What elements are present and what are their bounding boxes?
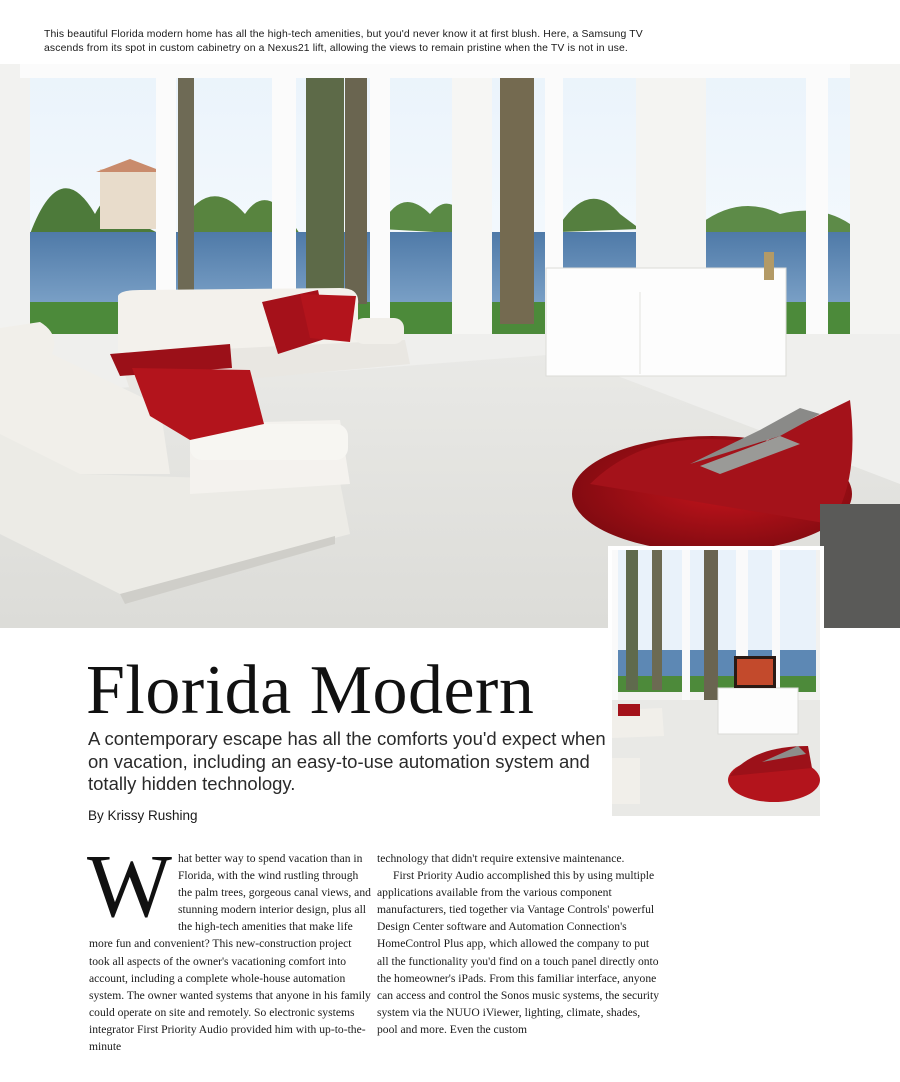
paragraph-text: hat better way to spend vacation than in Florida, with the wind rustling through the palm trees, gorgeous canal views, and stunning modern interior design, plus all the high-tech amenities that make life more fun and convenient? This new-construction project took all aspects of the owner's vacationing comfort into account, including a complete whole-house automation system. The owner wanted systems that anyone in his family could operate on site and remotely. So electronic systems integrator First Priority Audio provided him with up-to-the-minute [89, 852, 371, 1054]
body-column-2 [377, 850, 661, 1038]
inset-photo [608, 546, 824, 820]
byline: By Krissy Rushing [88, 808, 198, 823]
body-column-1 [87, 837, 373, 1055]
drop-cap: W [87, 837, 172, 936]
article-subtitle: A contemporary escape has all the comforts you'd expect when on vacation, including an easy-to-use automation system and totally hidden technology. [88, 728, 606, 794]
photo-caption: This beautiful Florida modern home has all the high-tech amenities, but you'd never know it at first blush. Here, a Samsung TV ascends from its spot in custom cabinetry on a Nexus21 lift, allowing the views to remain pristine when the TV is not in use. [44, 29, 643, 54]
article-title: Florida Modern [86, 652, 535, 729]
hero-photo [0, 64, 900, 628]
body-paragraph: technology that didn't require extensive maintenance. [377, 852, 625, 865]
body-paragraph: First Priority Audio accomplished this by using multiple applications available from the various component manufacturers, tied together via Vantage Controls' powerful Design Center software and Automation Connection's HomeControl Plus app, which allowed the company to put all the functionality you'd find on a touch panel directly onto the homeowner's iPads. From this familiar interface, anyone can access and control the Sonos music systems, the security system via the NUUO iViewer, lighting, climate, shades, pool and more. Even the custom [377, 869, 660, 1036]
body-paragraph [87, 837, 373, 1055]
